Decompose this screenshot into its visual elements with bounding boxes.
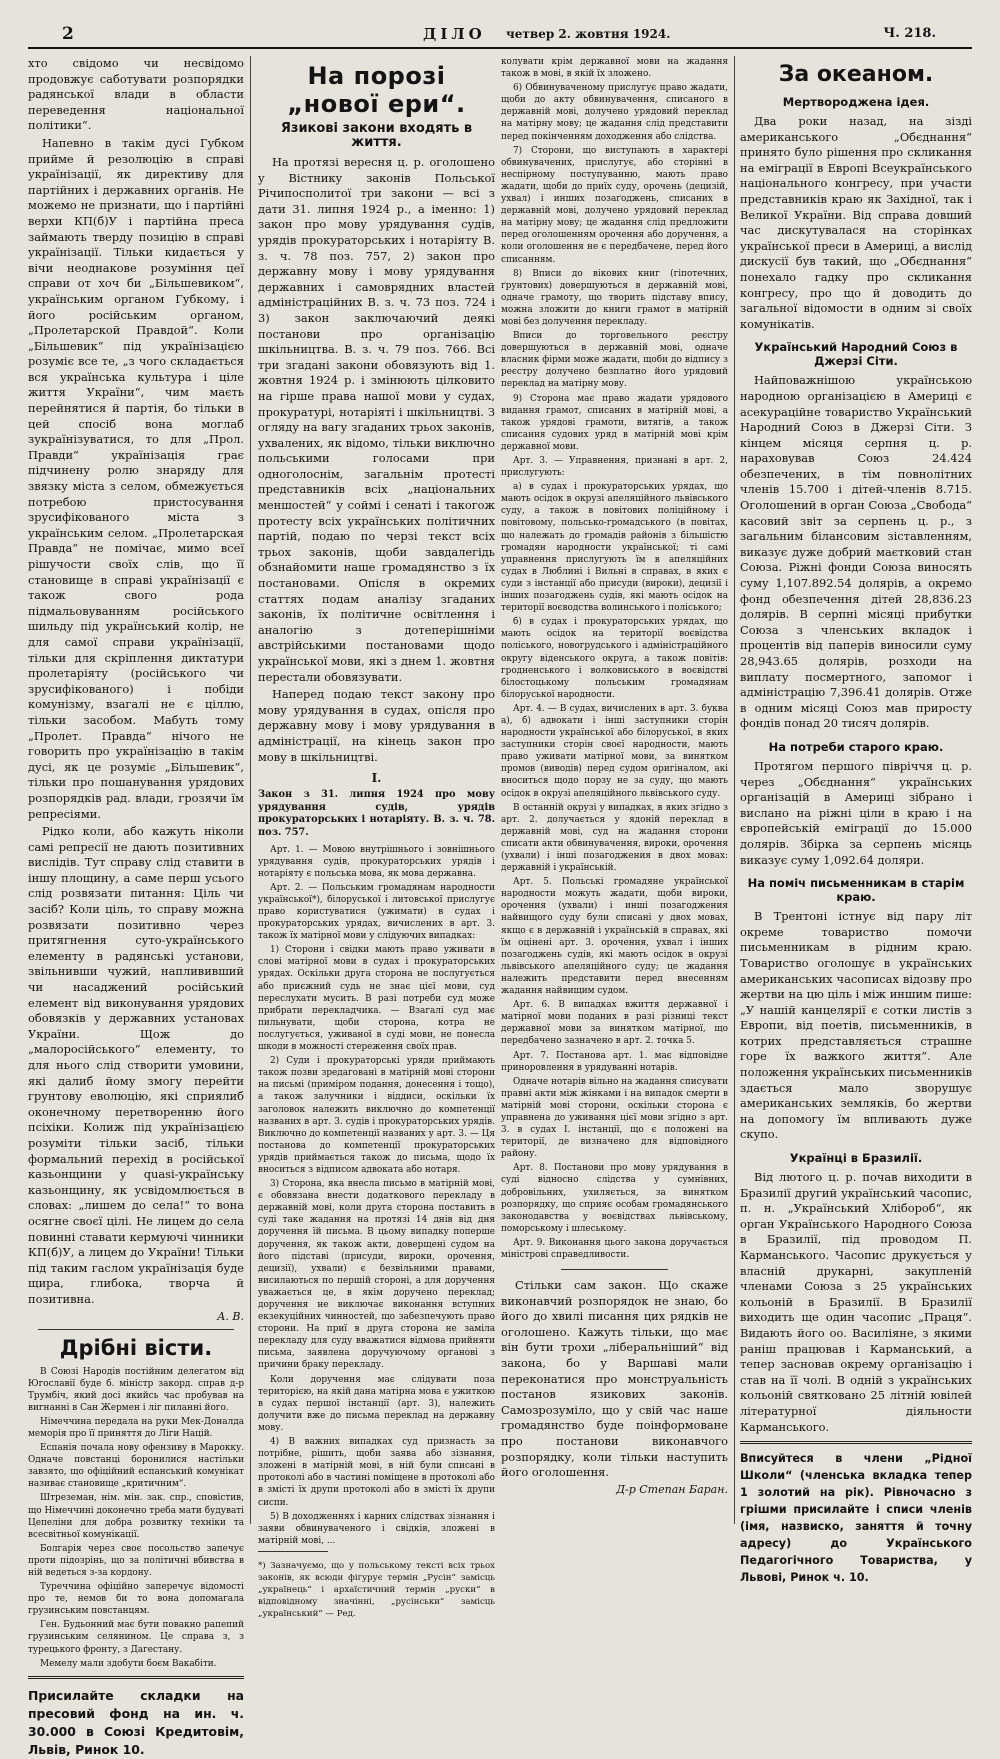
law-article: 3) Сторона, яка внесла письмо в матірній мові, є обовязана внести додаткового перекладу в державній мові, коли друга сторона поставить в суді таке жадання на протязі 14 днів від дня доручення їй письма. В цьому випадку поперше доручення, як також акти, доверщені судом на його підставі (присуди, вироки, орочення, децизії), ухвали) є безвільними правами, висилаються по першій стороні, а для доручення уважається це, в якім доручено переклад; доручення не виключає виконання вступних екзекуційних чинностей, що забезпечують право сторони. На приї в друга сторона не заміла перекладу для суду вважатися відмова прийняти письма, заявлена доручуючому органові з причини браку перекладу. xyxy=(258,1179,495,1371)
newspaper-title: ДІЛО xyxy=(423,25,486,43)
column-1 xyxy=(28,56,244,1757)
law-article: 9) Сторона має право жадати урядового видання грамот, списаних в матірній мові, а також урядові грамоти, витягів, а також списання судових уряд в матірній мові крім державної мови. xyxy=(501,393,728,452)
page-number: 2 xyxy=(62,24,74,44)
article-signature: Д-р Степан Баран. xyxy=(616,1482,728,1496)
subsection-title: Український Народний Союз в Джерзі Сіти. xyxy=(754,340,958,369)
subsection-title: Мертвороджена ідея. xyxy=(782,95,930,109)
law-title: Закон з 31. липня 1924 про мову урядування судів, урядів прокураторських і нотаріяту. В. з. ч. 78. поз. 757. xyxy=(258,789,495,838)
news-item: В Союзі Народів постійним делегатом від Югославії буде б. міністр закорд. справ д-р Трумбіч, який досі якийсь час пробував на вигнанні в Сан Жермен і ліг пиланні його. xyxy=(28,1366,244,1413)
article-headline: На порозі „нової ери“. xyxy=(287,62,466,118)
membership-appeal: Вписуйтеся в члени „Рідної Школи“ (членська вкладка тепер 1 золотий на рік). Рівночасно з грішми присилайте і списи членів (імя, назвиско, заняття й точну адресу) до Українського Педагогічного Товариства, у Львові, Ринок ч. 10. xyxy=(740,1452,972,1585)
section-number: І. xyxy=(371,771,382,786)
article-paragraph: На протязі вересня ц. р. оголошено у Вістнику законів Польської Річипосполитої три закони — всі з дати 31. липня 1924 р., а іменно: 1) закон про мову урядування судів, урядів прокураторських і нотаріяту В. з. ч. 78 поз. 757, 2) закон про державну мову і мову урядування державних і самоврядних властей адміністраційних В. з. ч. 73 поз. 724 і 3) закон заключаючий деякі постанови про організацію шкільництва. В. з. ч. 79 поз. 766. Всі три згадані закони обовязують від 1. жовтня 1924 р. і змінюють цілковито на гірше права нашої мови у судах, прокуратурі, нотаріяті і шкільництві. З огляду на вагу згаданих трьох законів, ухвалених, як відомо, тільки виключно польськими голосами при одноголоснім, загальнім протесті представників всіх „національних меншостей“ у соймі і сенаті і такогож протесту всіх українських політичних партій, подаю по черзі текст всіх трьох законів, щоби завдалегідь обзнайомити наше громадянство з їх постановами. Опісля в окремих статтях подам аналізу згаданих законів, їх політичне освітлення і аналогію з дотеперішніми австрійськими постановами щодо української мови, які з днем 1. жовтня перестали обовязувати. xyxy=(258,155,495,684)
press-fund-appeal: Присилайте складки на пресовий фонд на ин. ч. 30.000 в Союзі Кредитовім, Львів, Ринок 10. xyxy=(28,1687,244,1757)
news-item: Болгарія через своє посольство запечує проти підозрінь, що за політичні вбивства в ній ведеться з-за кордону. xyxy=(28,1543,244,1578)
law-article: Арт. 1. — Мовою внутрішнього і зовнішнього урядування судів, прокураторських урядів і нотаріяту є польська мова, як мова державна. xyxy=(258,844,495,879)
news-item: Туреччина офіційно заперечує відомості про те, немов би то вона допомагала грузинським повстанцям. xyxy=(28,1582,244,1617)
law-article: Арт. 2. — Польським громадянам народности української*), білоруської і литовської прислугує право користуватися (ужимати) в судах і прокураторських урядах, вичислених в арт. 3. також їх матірної мови у слідуючих випадках: xyxy=(258,882,495,942)
law-article: В останній окрузі у випадках, в яких згідно з арт. 2. долучається у ядоній переклад в державній мові, суд на жадання сторони списати акти обвинувачення, вироки, орочення (ухвали) і інші позагоджения в двох мовах: державній і українській. xyxy=(501,802,728,874)
news-item: Ген. Будьонний має бути повакно рапепий грузинським селянином. Це справа з, з турецького фронту, з Дагестану. xyxy=(28,1620,244,1655)
law-article: а) в судах і прокураторських урядах, що мають осідок в окрузі апеляційного львівського суду, а також в повітових поліційному і повітовому, польсько-громадського (в повітах, що належать до громадів районів з більшістю громадян народности української; ті самі управнення прислугують їм в апеляційних судах в Люблині і Вильні в справах, в яких є суди з інстанції або присуди (вироки), децизії і інших позагоджень судів, які мають осідок на території воєводства волинського і поліського; xyxy=(501,482,728,614)
law-article: Коли доручення має слідувати поза територією, на якій дана матірна мова є ужиткою в судах першої інстанції (арт. 3), належить долучити вже до письма переклад на державну мову. xyxy=(258,1374,495,1433)
news-item: Штреземан, нім. мін. зак. спр., сповістив, що Німеччині доконечно треба мати будуваті Цепеліни для добра розвитку техніки та всесвітньої комунікації. xyxy=(28,1493,244,1540)
law-article: 5) В доходженнях і карних слідствах зізнання і заяви обвинуваченого і свідків, зложені в матірній мові, ... xyxy=(258,1511,495,1546)
article-paragraph: В Трентоні істнує від пару літ окреме товариство помочи письменникам в рідним краю. Товариство оголошує в українських американських часописах відозву про жертви на цю ціль і між иншим пише: „У нашій канцелярії є сотки листів з Европи, від поетів, письменників, в котрих представляється страшне горе їх важкого життя“. Але положення українських письменників здається мало зворушує американських земляків, бо жертви на допомогу їм впливають дуже скупо. xyxy=(740,909,972,1142)
article-paragraph: Напевно в такім дусі Губком прийме й резолюцію в справі українізації, як директиву для партійних і державних органів. Не можемо не признати, що і партійні верхи КП(б)У і партійна преса займають тверду позицію в справі українізації. Тільки кидається у вічи неоднакове розуміння цеї справи от хоч би „Більшевиком“, українським органом Губкому, і його російським органом, „Пролетарской Правдой“. Коли „Більшевик“ під українізацією розуміє все те, „з чого складається вся українська культура і ціле життя України“, чим маєть перейнятися й партія, бо тільки в цей спосіб вона моглаб зукраїнізуватися, то для „Прол. Правди“ українізація грає підчинену ролю знаряду для звязку міста з селом, обмежується потребою пристосування зрусифікованого міста з українським селом. „Пролетарская Правда“ не помічає, мимо всеї рішучости своїх слів, що її становище в справі українізації є також свого рода підмальовуванням російського шильду під український колір, не для самої справи українізації, тільки для скріплення диктатури пролетаріяту (російського чи зрусифікованого) і побіди комунізму, взагалі не є ціллю, тільки засобом. Мабуть тому „Пролет. Правда“ нічого не говорить про українізацію в такім дусі, як це розуміє „Більшевик“, тільки про пошанування урядових розпорядків рад. влади, грозячи їм репресіями. xyxy=(28,135,244,821)
column-4 xyxy=(740,56,972,1585)
article-paragraph: Найповажнішою українською народною організацією в Америці є асекураційне товариство Український Народний Союз в Джерзі Сіти. З кінцем місяця серпня ц. р. нараховував Союз 24.424 обезпечених, в тім повнолітних членів 15.700 і дітей-членів 8.715. Оголошений в орган Союза „Свобода“ касовий звіт за серпень ц. р., з загальним білансовим зіставленням, виказує дуже добрий маєтковий стан Союза. Ріжні фонди Союза виносять суму 1,107.892.54 долярів, а окремо фонд обезпечення дітей 28,836.23 долярів. В серпні місяці прибутки Союза з членських вкладок і процентів від паперів виносили суму 28,943.65 долярів, розходи на виплату посмертного, запомог і адміністрацію 7,396.41 долярів. Отже в одним місяці Союз мав приросту фондів понад 20 тисяч долярів. xyxy=(740,373,972,731)
news-item: Мемелу мали здобути боєм Вакабіти. xyxy=(40,1658,217,1669)
law-article: 8) Вписи до вікових книг (гіпотечних, ґрунтових) довершуються в державній мові, одначе грамоту, що творить підставу впису, можна зложити до книги грамот в матірній мові без долучення перекладу. xyxy=(501,268,728,327)
article-paragraph: хто свідомо чи несвідомо продовжує саботувати розпорядки радянської влади в области переведення національної політики“. xyxy=(28,56,244,133)
law-article: Арт. 8. Постанови про мову урядування в суді відносно слідства у сумнівних, добровільних, ухиляється, за винятком розпорядку, що сприяє особам громадянського законодавства у воєвідствах львівському, поморському і шлеському. xyxy=(501,1163,728,1234)
law-article: 2) Суди і прокураторські уряди приймають також позви зредаговані в матірній мові сторони на письмі (приміром подання, донесення і тощо), а також залучники і віддиси, оскільки їх заголовок належить виключно до компетенції названих в арт. 3. судів і прокураторських урядів. Виключно до компетенції названих у арт. 3. — Ця постанова до компетенції прокураторських урядів приймається також до письма, щодо їх вноситься з відписом адвоката або нотаря. xyxy=(258,1056,495,1175)
law-article: 6) Обвинуваченому прислугує право жадати, щоби до акту обвинувачення, списаного в державній мові, долучено урядовий переклад на матірну мову; це жадання слід представити перед покінченням доходження або слідства. xyxy=(501,83,728,142)
subsection-title: На поміч письменникам в старім краю. xyxy=(747,876,965,905)
article-paragraph: Протягом першого півріччя ц. р. через „Обєднання“ українських організацій в Америці зібрано і вислано на ріжні ціли в краю і на європейській еміграції до 15.000 долярів. Збірка за серпень місяць виказує суму 1,092.64 доляри. xyxy=(740,758,972,867)
issue-date: четвер 2. жовтня 1924. xyxy=(506,27,671,41)
article-paragraph: Два роки назад, на зізді американського „Обєднання“ принято було рішення про скликання на еміграції в Европі Всеукраїнського національного конгресу, при участи представників краю як Західної, так і Великої України. Від справа довший час дискутувалася на сторінках української преси в Америці, а вислід дискусії був такий, що „Обєднання“ понехало гадку про скликання конгресу, про що й доводить до загальної відомости в одним зі своїх комунікатів. xyxy=(740,114,972,331)
section-divider xyxy=(561,1269,668,1270)
news-item: Німеччина передала на руки Мек-Доналда меморія про її приняття до Ліги Націй. xyxy=(28,1416,244,1439)
law-article: Вписи до торговельного реєстру довершуються в державній мові, одначе власник фірми може жадати, щоби до відпису з реєстру долучено безплатно його урядовий переклад на матірну мову. xyxy=(501,331,728,390)
article-signature: А. В. xyxy=(217,1309,244,1323)
news-item: Еспанія почала нову офензиву в Марокку. Одначе повстанці боронилися настільки завзято, що офіційний еспанський комунікат називає становище „критичним“. xyxy=(28,1443,244,1490)
section-divider xyxy=(740,1441,972,1444)
article-paragraph: Наперед подаю текст закону про мову урядування в судах, опісля про державну мову і мову урядування в адміністрації, на кінець закон про мову в шкільництві. xyxy=(258,687,495,764)
law-article: Арт. 4. — В судах, вичислених в арт. 3. буква а), б) адвокати і інші заступники сторін народности української або білоруської, в яких заступники сторін своєї народности, мають право уживати матірної мови, за винятком промов (виводів) перед судом оригіналом, акі вноситься щодо порзу не за суду, що мають осідок в окрузі апеляційного львівського суду. xyxy=(501,703,728,799)
law-article: Арт. 6. В випадках вжиття державної і матірної мови поданих в разі різниці текст державної мови за винятком матірної, що передбачено зазначено в арт. 2. точка 5. xyxy=(501,1000,728,1047)
article-paragraph: Від лютого ц. р. почав виходити в Бразилії другий український часопис, п. н. „Український Хлібороб“, як орган Українського Народного Союза в Бразилії, під проводом П. Карманського. Часопис друкується у власній друкарні, закупленій членами Союза з 25 українських кольоній в Бразилії. В Бразилії виходить ще один часопис „Праця“. Видають його оо. Василіяне, з якими раніш працював і Карманський, а тепер засновав окрему організацію і став на її чолі. В одній з українських кольоній святковано 25 літній ювілей літературної діяльности Карманського. xyxy=(740,1170,972,1434)
law-article: Арт. 5. Польські громадяне української народности можуть жадати, щоби вироки, орочення (ухвали) і инші позагоджения найвищого суду були списані у двох мовах, якщо є в державній і українській в справах, які їм оцінені арт. 3. орочення, ухвал і інших позагоджень судів, які мають осідок в окрузі львівського апеляційного суду; це жадання належить представити перед внесенням жадання найвищим судом. xyxy=(501,877,728,997)
article-paragraph: Рідко коли, або кажуть ніколи самі репресії не дають позитивних вислідів. Тут справу слід ставити в іншу площину, а саме перш усього слід розвязати питання: Ціль чи засіб? Коли ціль, то справу можна розвязати позитивно через притягнення суто-українського елементу в радянські установи, звільнивши чужий, наплививший чи насаджений російський елемент від виконування урядових обовязків у державних установах України. Щож до „малоросійського“ елементу, то для нього слід створити умовини, які далиб йому змогу перейти грунтову еволюцію, які сприялиб оконечному перетворенню його псіхіки. Колиж під українізацією розуміти тільки засіб, тільки формальний перехід в російської казьонщини у quasi-українську казьонщину, як усвідомлюється в словах: „лишем до села!“ то вона осягне своєї цілі. Не лицем до села повинні ставати кермуючі чинники КП(б)У, а лицем до України! Тільки під таким гаслом українізація буде щира, глибока, творча й позитивна. xyxy=(28,824,244,1306)
law-article: 1) Сторони і свідки мають право уживати в слові матірної мови в судах і прокураторських урядах. Оскільки друга сторона не послугується або приєжний судь не знає цієї мови, суд переслухати мусить. В разі потреби суд може прибрати перекладчика. — Взагалі суд має пильнувати, щоби сторона, котра не послугується, уживаної в суді мови, не понесла шкоди в можності стереження своїх прав. xyxy=(258,945,495,1053)
page-header xyxy=(28,24,972,46)
law-article: б) в судах і прокураторських урядах, що мають осідок на території воєвідства поліського, новогрудського і адміністраційного округу віденського округа, а також повітів: гродненського і волковиського в воєвідстві білостоцькому польським громадянам білоруської народности. xyxy=(501,617,728,700)
article-paragraph: Стільки сам закон. Що скаже виконавчий розпорядок не знаю, бо його до хвилі писання цих рядків не оголошено. Кажуть тільки, що має він бути трохи „ліберальніший“ від закона, бо у Варшаві мали переконатися про монструальність постанов язикових законів. Самозрозуміло, що у свій час наше громадянство буде поінформоване про постанови виконавчого розпорядку, коли тільки наступить його оголошення. xyxy=(501,1278,728,1480)
column-divider xyxy=(250,56,251,1524)
subsection-title: На потреби старого краю. xyxy=(768,739,944,754)
column-3 xyxy=(501,56,728,1530)
subsection-title: Українці в Бразилії. xyxy=(789,1151,923,1166)
header-rule xyxy=(28,47,972,49)
law-article: Арт. 7. Постанова арт. 1. має відповідне приноровлення в урядуванні нотарів. xyxy=(501,1050,728,1073)
column-divider xyxy=(734,56,735,1524)
section-divider xyxy=(38,1329,234,1330)
law-article: Арт. 9. Виконання цього закона доручається міністрові справедливости. xyxy=(501,1237,728,1260)
law-article: 4) В важних випадках суд признасть за потрібне, рішить, щоби заява або зізнання, зложені в матірній мові, в ній були списані в протоколі або в частині поміщене в протоколі або в змісті їх друпи протоколі або в змісті їх друпи сиспи. xyxy=(258,1437,495,1508)
law-article: Арт. 3. — Управнення, признані в арт. 2, прислугують: xyxy=(501,456,728,479)
footnote-divider xyxy=(258,1551,328,1552)
section-divider xyxy=(28,1676,244,1679)
news-heading: Дрібні вісти. xyxy=(59,1335,213,1360)
issue-number: Ч. 218. xyxy=(883,26,936,41)
law-article: Одначе нотарів вільно на жадання списувати правні акти між жінками і на випадок смерти в матірній мові сторони, оскільки сторона є управнена до уживання цієї мови згідно з арт. 3. в судах І. інстанції, що є положені на території, де визначено для відповідного району. xyxy=(501,1076,728,1160)
law-article: колувати крім державної мови на жадання також в мові, в якій їх зложено. xyxy=(501,57,728,80)
editor-footnote: *) Зазначуємо, що у польському тексті всіх трьох законів, як всюди фігурує термін „Русін“ замісць „українець“ і архаїстичний термін „руски“ в відповідному значінні, „русінськи“ замісць „український“ — Ред. xyxy=(258,1560,495,1619)
column-2 xyxy=(258,56,495,1619)
article-subheadline: Язикові закони входять в життя. xyxy=(280,121,473,150)
law-article: 7) Сторони, що виступають в характері обвинувачених, прислугує, або сторінні в неспірному поступуванню, мають право жадати, щоби до приїх суду, орочень (децизій, ухвал) і инших позаґоджень, списаних в державній мові, долучено урядовий переклад на матірну мову; це жадання слід предложити перед оголошенням орочення або доручення, а коли оголошення не є передбачене, перед його списанням. xyxy=(501,145,728,265)
section-title: За океаном. xyxy=(778,62,934,87)
